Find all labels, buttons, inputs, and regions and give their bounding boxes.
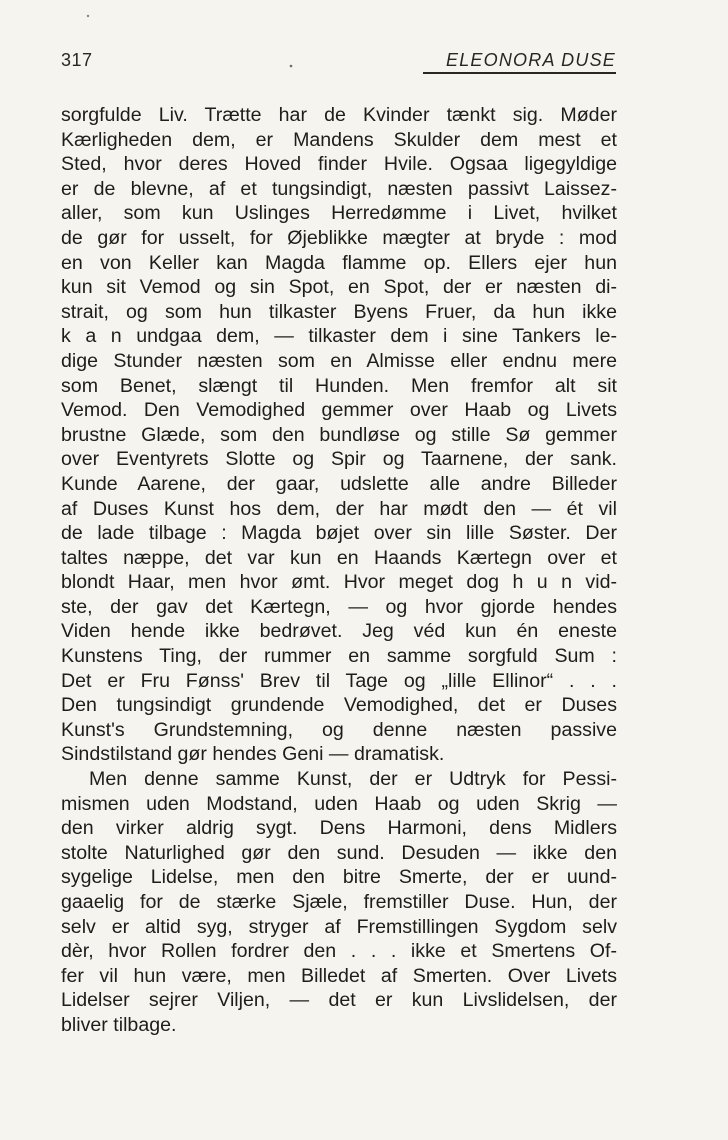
text-line: Men denne samme Kunst, der er Udtryk for Pessi- — [89, 768, 617, 791]
text-line: Vemod. Den Vemodighed gemmer over Haab og Livets — [61, 399, 617, 422]
text-line: Det er Fru Fønss' Brev til Tage og „lille Ellinor“ . . . — [61, 669, 617, 692]
text-line: Lidelser sejrer Viljen, — det er kun Livslidelsen, der — [61, 989, 617, 1012]
text-line: stolte Naturlighed gør den sund. Desuden — ikke den — [61, 841, 617, 864]
text-line: blondt Haar, men hvor ømt. Hvor meget dog h u n vid- — [61, 571, 617, 594]
text-line: sygelige Lidelse, men den bitre Smerte, der er uund- — [61, 866, 617, 889]
text-line: kun sit Vemod og sin Spot, en Spot, der er næsten di- — [61, 276, 617, 299]
text-line: Sindstilstand gør hendes Geni — dramatisk. — [61, 743, 445, 766]
body-text — [61, 103, 617, 1038]
text-line: Sted, hvor deres Hoved finder Hvile. Ogsaa ligegyldige — [61, 153, 617, 176]
text-line: af Duses Kunst hos dem, der har mødt den — ét vil — [61, 497, 617, 520]
text-line: den virker aldrig sygt. Dens Harmoni, dens Midlers — [61, 817, 617, 840]
page-number: 317 — [61, 50, 93, 70]
text-line: over Eventyrets Slotte og Spir og Taarnene, der sank. — [61, 448, 617, 471]
text-line: Viden hende ikke bedrøvet. Jeg véd kun én eneste — [61, 620, 617, 643]
text-line: k a n undgaa dem, — tilkaster dem i sine Tankers le- — [61, 325, 617, 348]
text-line: dige Stunder næsten som en Almisse eller endnu mere — [61, 349, 617, 372]
text-line: de gør for usselt, for Øjeblikke mægter at bryde : mod — [61, 226, 617, 249]
text-line: Kærligheden dem, er Mandens Skulder dem mest et — [61, 128, 617, 151]
text-line: strait, og som hun tilkaster Byens Fruer, da hun ikke — [61, 300, 617, 323]
text-line: er de blevne, af et tungsindigt, næsten passivt Laissez- — [61, 177, 617, 200]
running-head — [61, 50, 616, 76]
text-line: mismen uden Modstand, uden Haab og uden Skrig — — [61, 792, 617, 815]
text-line: taltes næppe, det var kun en Haands Kærtegn over et — [61, 546, 617, 569]
text-line: de lade tilbage : Magda bøjet over sin lille Søster. Der — [61, 522, 617, 545]
text-line: sorgfulde Liv. Trætte har de Kvinder tænkt sig. Møder — [61, 104, 617, 126]
text-line: ste, der gav det Kærtegn, — og hvor gjorde hendes — [61, 595, 617, 618]
text-line: dèr, hvor Rollen fordrer den . . . ikke et Smertens Of- — [61, 940, 617, 963]
text-line: gaaelig for de stærke Sjæle, fremstiller Duse. Hun, der — [61, 891, 617, 913]
text-line: aller, som kun Uslinges Herredømme i Livet, hvilket — [61, 202, 617, 225]
text-line: Kunst's Grundstemning, og denne næsten passive — [61, 718, 617, 741]
text-line: Den tungsindigt grundende Vemodighed, det er Duses — [61, 694, 617, 717]
text-line: som Benet, slængt til Hunden. Men fremfor alt sit — [61, 374, 617, 397]
text-line: bliver tilbage. — [61, 1013, 177, 1036]
header-rule — [423, 72, 616, 74]
text-line: Kunstens Ting, der rummer en samme sorgfuld Sum : — [61, 645, 617, 668]
text-line: selv er altid syg, stryger af Fremstillingen Sygdom selv — [61, 915, 617, 938]
text-line: en von Keller kan Magda flamme op. Ellers ejer hun — [61, 251, 617, 274]
running-title: ELEONORA DUSE — [446, 50, 616, 70]
text-line: brustne Glæde, som den bundløse og stille Sø gemmer — [61, 423, 617, 446]
text-line: fer vil hun være, men Billedet af Smerten. Over Livets — [61, 964, 617, 987]
text-line: Kunde Aarene, der gaar, udslette alle andre Billeder — [61, 472, 617, 495]
paper-speck — [87, 15, 89, 17]
